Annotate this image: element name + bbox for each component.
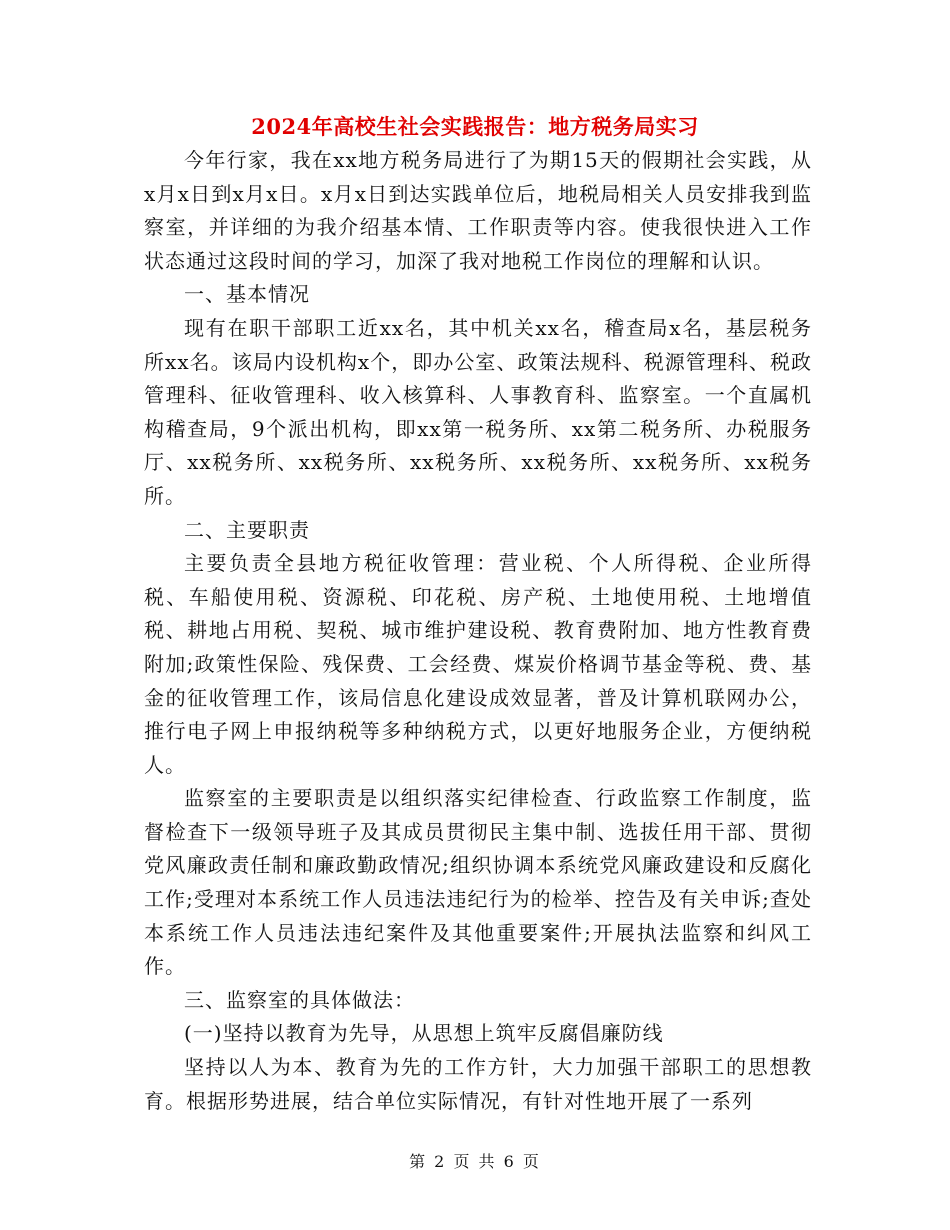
document-body (144, 144, 812, 1118)
paragraph-basic-info: 现有在职干部职工近xx名，其中机关xx名，稽查局x名，基层税务所xx名。该局内设机构x个，即办公室、政策法规科、税源管理科、税政管理科、征收管理科、收入核算科、人事教育科、监察室。一个直属机构稽查局，9个派出机构，即xx第一税务所、xx第二税务所、办税服务厅、xx税务所、xx税务所、xx税务所、xx税务所、xx税务所、xx税务所。 (144, 315, 812, 508)
section-heading-main-duties: 二、主要职责 (184, 517, 310, 542)
section-heading-basic-info: 一、基本情况 (184, 282, 310, 307)
page-number: 第 2 页 共 6 页 (409, 1152, 541, 1171)
paragraph-intro: 今年行家，我在xx地方税务局进行了为期15天的假期社会实践，从x月x日到x月x日。x月x日到达实践单位后，地税局相关人员安排我到监察室，并详细的为我介绍基本情、工作职责等内容。使我很快进入工作状态通过这段时间的学习，加深了我对地税工作岗位的理解和认识。 (144, 148, 812, 273)
paragraph-supervision-duties: 监察室的主要职责是以组织落实纪律检查、行政监察工作制度，监督检查下一级领导班子及其成员贯彻民主集中制、选拔任用干部、贯彻党风廉政责任制和廉政勤政情况;组织协调本系统党风廉政建设和反腐化工作;受理对本系统工作人员违法违纪行为的检举、控告及有关申诉;查处本系统工作人员违法违纪案件及其他重要案件;开展执法监察和纠风工作。 (144, 786, 812, 979)
paragraph-main-duties: 主要负责全县地方税征收管理：营业税、个人所得税、企业所得税、车船使用税、资源税、印花税、房产税、土地使用税、土地增值税、耕地占用税、契税、城市维护建设税、教育费附加、地方性教育费附加;政策性保险、残保费、工会经费、煤炭价格调节基金等税、费、基金的征收管理工作，该局信息化建设成效显著，普及计算机联网办公，推行电子网上申报纳税等多种纳税方式，以更好地服务企业，方便纳税人。 (144, 551, 812, 777)
subsection-heading-education: (一)坚持以教育为先导，从思想上筑牢反腐倡廉防线 (184, 1021, 664, 1046)
section-heading-practices: 三、监察室的具体做法： (184, 987, 415, 1012)
paragraph-education: 坚持以人为本、教育为先的工作方针，大力加强干部职工的思想教育。根据形势进展，结合单位实际情况，有针对性地开展了一系列 (144, 1055, 812, 1113)
document-title: 2024年高校生社会实践报告：地方税务局实习 (251, 114, 699, 139)
